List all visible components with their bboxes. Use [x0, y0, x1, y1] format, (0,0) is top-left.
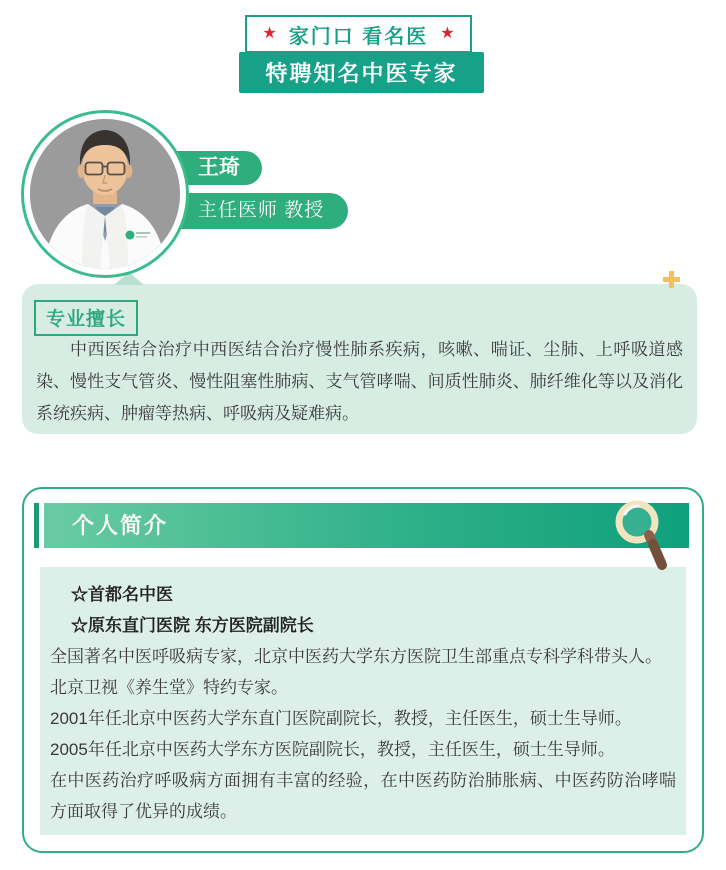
doctor-avatar-illustration: [30, 119, 180, 269]
profile-header-bar: [44, 503, 689, 548]
specialty-section: [22, 284, 697, 434]
profile-highlight: ☆原东直门医院 东方医院副院长: [71, 616, 314, 635]
specialty-label: [34, 300, 138, 336]
plus-icon: [663, 271, 680, 288]
profile-content: [40, 567, 686, 835]
profile-line: 2001年任北京中医药大学东直门医院副院长，教授，主任医生，硕士生导师。: [50, 709, 632, 728]
doctor-title: 主任医师 教授: [198, 200, 325, 221]
header-accent-bar: [34, 503, 39, 548]
profile-highlight: ☆首都名中医: [71, 585, 173, 604]
doctor-photo-ring: [21, 110, 189, 278]
specialty-label-text: 专业擅长: [46, 309, 127, 330]
doctor-name: 王琦: [198, 156, 240, 179]
profile-line: 2005年任北京中医药大学东方医院副院长，教授，主任医生，硕士生导师。: [50, 740, 615, 759]
banner-text: 特聘知名中医专家: [265, 61, 458, 86]
banner-title: [239, 52, 484, 93]
doctor-photo: [30, 119, 180, 269]
profile-line: 在中医药治疗呼吸病方面拥有丰富的经验，在中医药防治肺胀病、中医药防治哮喘方面取得了优异的成绩。: [50, 771, 676, 821]
tagline-badge: [245, 15, 472, 53]
profile-title: 个人简介: [72, 513, 169, 538]
star-icon: ★: [440, 25, 455, 42]
tagline-text: 家门口 看名医: [288, 25, 429, 48]
profile-line: 北京卫视《养生堂》特约专家。: [50, 678, 288, 697]
magnifier-icon: [610, 497, 672, 583]
star-icon: ★: [262, 25, 277, 42]
profile-line: 全国著名中医呼吸病专家，北京中医药大学东方医院卫生部重点专科学科带头人。: [50, 647, 662, 666]
profile-card: [22, 487, 704, 853]
specialty-text: 中西医结合治疗中西医结合治疗慢性肺系疾病，咳嗽、喘证、尘肺、上呼吸道感染、慢性支气管炎、慢性阻塞性肺病、支气管哮喘、间质性肺炎、肺纤维化等以及消化系统疾病、肿瘤等热病、呼吸病及疑难病。: [36, 340, 683, 423]
